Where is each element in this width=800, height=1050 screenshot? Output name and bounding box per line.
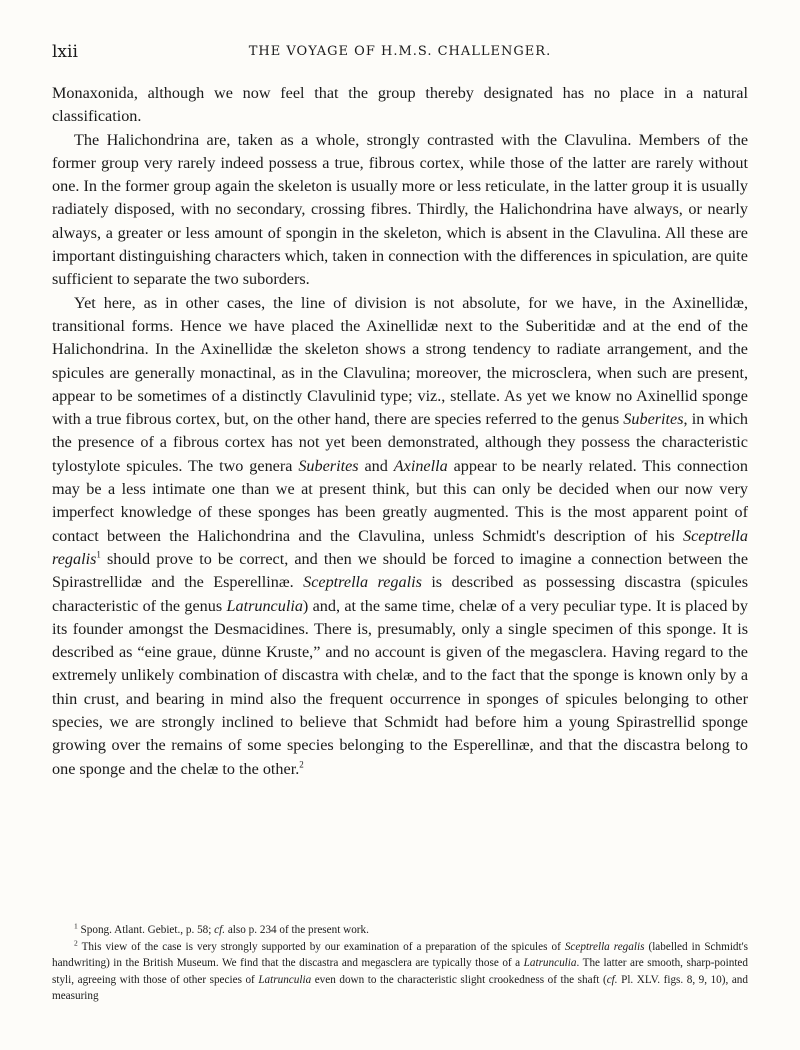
text-run: appear to be nearly related. This connection may be a less intimate one than we at present think, but this can only be decided when our now very imperfect knowledge of these sponges has been greatly augmented. This is the most apparent point of contact between the Halichondrina and the Clavulina, unless Schmidt's description of his xyxy=(52,456,748,545)
text-run: and xyxy=(358,456,394,475)
genus-name: Latrunculia xyxy=(258,973,312,986)
paragraph-1: Monaxonida, although we now feel that the group thereby designated has no place in a natural classification. xyxy=(52,84,748,126)
footnote-2 xyxy=(52,939,748,1005)
genus-name: Axinella xyxy=(393,456,448,475)
species-name: Sceptrella regalis xyxy=(564,940,645,953)
italic-text: cf. xyxy=(214,924,226,936)
text-run: , in which the presence of a fibrous cortex has not yet been demonstrated, although they possess the characteristic tylostylote spicules. The two genera xyxy=(52,410,748,475)
text-run: This view of the case is very strongly supported by our examination of a preparation of the spicules of xyxy=(77,940,565,953)
text-run: (labelled in Schmidt's handwriting) in the British Museum. We find that the discastra and megasclera are typically those of a xyxy=(52,940,748,969)
genus-name: Latrunculia xyxy=(523,957,577,969)
species-name: Sceptrella regalis xyxy=(303,573,422,592)
italic-text: cf. xyxy=(606,973,618,986)
text-run: also p. 234 of the present work. xyxy=(225,924,369,936)
text-run: Spong. Atlant. Gebiet., p. 58; xyxy=(77,924,215,936)
body-text xyxy=(52,82,748,781)
paragraph-3 xyxy=(52,292,748,781)
footnotes xyxy=(52,922,748,1005)
footnote-1 xyxy=(52,922,748,939)
genus-name: Suberites xyxy=(623,410,684,429)
running-title: THE VOYAGE OF H.M.S. CHALLENGER. xyxy=(248,44,552,59)
footnote-ref: 1 xyxy=(96,549,101,560)
text-run: Yet here, as in other cases, the line of division is not absolute, for we have, in the Axinellidæ, transitional forms. Hence we have placed the Axinellidæ next to the Suberitidæ and at the end of the Halichondrina. In the Axinellidæ the skeleton shows a strong tendency to radiate arrangement, and the spicules are generally monactinal, as in the Clavulina; moreover, the microsclera, when such are present, appear to be sometimes of a distinctly Clavulinid type; viz., stellate. As yet we know no Axinellid sponge with a true fibrous cortex, but, on the other hand, there are species referred to the genus xyxy=(52,293,748,429)
text-run: should prove to be correct, and then we should be forced to imagine a connection between the Spirastrellidæ and the Esperellinæ. xyxy=(52,549,748,592)
paragraph-2: The Halichondrina are, taken as a whole, strongly contrasted with the Clavulina. Members of the former group very rarely indeed possess a true, fibrous cortex, while those of the latter are rarely without one. In the former group again the skeleton is usually more or less reticulate, in the latter group it is usually radiately disposed, with no secondary, crossing fibres. Thirdly, the Halichondrina have always, or nearly always, a greater or less amount of spongin in the skeleton, which is absent in the Clavulina. All these are important distinguishing characters which, taken in connection with the differences in spiculation, are quite sufficient to separate the two suborders. xyxy=(52,130,748,289)
text-run: . The latter are smooth, sharp-pointed styli, agreeing with those of other species of xyxy=(52,957,748,986)
footnote-mark: 2 xyxy=(74,937,78,947)
text-run: ) and, at the same time, chelæ of a very peculiar type. It is placed by its founder amongst the Desmacidines. There is, presumably, only a single specimen of this sponge. It is described as “eine graue, dünne Kruste,” and no account is given of the megasclera. Having regard to the extremely unlikely combination of discastra with chelæ, and to the fact that the sponge is known only by a thin crust, and bearing in mind also the frequent occurrence in sponges of spicules belonging to other species, we are strongly inclined to believe that Schmidt had before him a young Spirastrellid sponge growing over the remains of some species belonging to the Esperellinæ, and that the discastra belong to one sponge and the chelæ to the other. xyxy=(52,596,748,778)
genus-name: Latrunculia xyxy=(226,596,303,615)
footnote-ref: 2 xyxy=(299,759,304,770)
text-run: Pl. XLV. figs. 8, 9, 10), and measuring xyxy=(52,973,748,1002)
species-name: Sceptrella regalis xyxy=(52,526,748,568)
page-number: lxii xyxy=(52,42,78,62)
genus-name: Suberites xyxy=(298,456,359,475)
text-run: is described as possessing discastra (spicules characteristic of the genus xyxy=(52,573,749,615)
footnote-mark: 1 xyxy=(74,921,78,931)
page-header xyxy=(52,42,748,66)
text-run: even down to the characteristic slight crookedness of the shaft ( xyxy=(311,973,607,986)
